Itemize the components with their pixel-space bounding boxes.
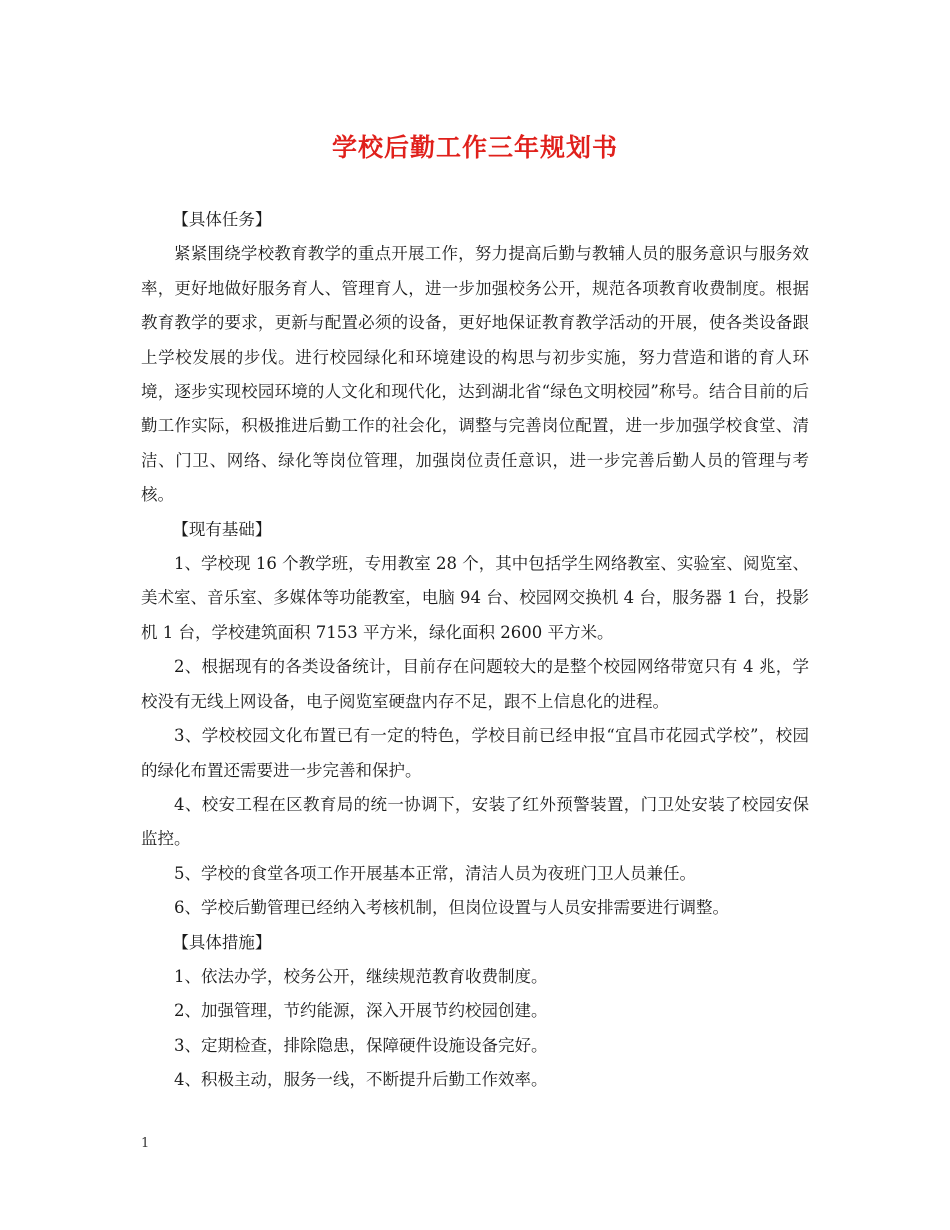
paragraph: 6、学校后勤管理已经纳入考核机制，但岗位设置与人员安排需要进行调整。 xyxy=(174,898,729,918)
paragraph: 4、校安工程在区教育局的统一协调下，安装了红外预警装置，门卫处安装了校园安保监控。 xyxy=(141,794,809,849)
document-body xyxy=(141,203,809,1098)
document-title: 学校后勤工作三年规划书 xyxy=(331,133,618,162)
page-number: 1 xyxy=(141,1136,150,1151)
paragraph: 2、加强管理，节约能源，深入开展节约校园创建。 xyxy=(174,1001,548,1021)
paragraph: 紧紧围绕学校教育教学的重点开展工作，努力提高后勤与教辅人员的服务意识与服务效率，更好地做好服务育人、管理育人，进一步加强校务公开，规范各项教育收费制度。根据教育教学的要求，更新与配置必须的设备，更好地保证教育教学活动的开展，使各类设备跟上学校发展的步伐。进行校园绿化和环境建设的构思与初步实施，努力营造和谐的育人环境，逐步实现校园环境的人文化和现代化，达到湖北省“绿色文明校园”称号。结合目前的后勤工作实际，积极推进后勤工作的社会化，调整与完善岗位配置，进一步加强学校食堂、清洁、门卫、网络、绿化等岗位管理，加强岗位责任意识，进一步完善后勤人员的管理与考核。 xyxy=(141,244,809,505)
paragraph: 2、根据现有的各类设备统计，目前存在问题较大的是整个校园网络带宽只有 4 兆，学校没有无线上网设备，电子阅览室硬盘内存不足，跟不上信息化的进程。 xyxy=(141,657,809,711)
section-heading: 【具体任务】 xyxy=(172,210,272,229)
paragraph: 3、学校校园文化布置已有一定的特色，学校目前已经申报“宜昌市花园式学校”，校园的绿化布置还需要进一步完善和保护。 xyxy=(141,726,809,780)
section-heading: 【现有基础】 xyxy=(172,519,272,539)
paragraph: 1、依法办学，校务公开，继续规范教育收费制度。 xyxy=(174,966,548,986)
paragraph: 1、学校现 16 个教学班，专用教室 28 个，其中包括学生网络教室、实验室、阅览室、美术室、音乐室、多媒体等功能教室，电脑 94 台、校园网交换机 4 台，服务器 1 台，投影机 1 台，学校建筑面积 7153 平方米，绿化面积 2600 平方米。 xyxy=(141,554,809,642)
paragraph: 4、积极主动，服务一线，不断提升后勤工作效率。 xyxy=(174,1070,548,1090)
section-heading: 【具体措施】 xyxy=(172,932,272,952)
paragraph: 5、学校的食堂各项工作开展基本正常，清洁人员为夜班门卫人员兼任。 xyxy=(174,863,696,883)
paragraph: 3、定期检查，排除隐患，保障硬件设施设备完好。 xyxy=(174,1035,548,1055)
